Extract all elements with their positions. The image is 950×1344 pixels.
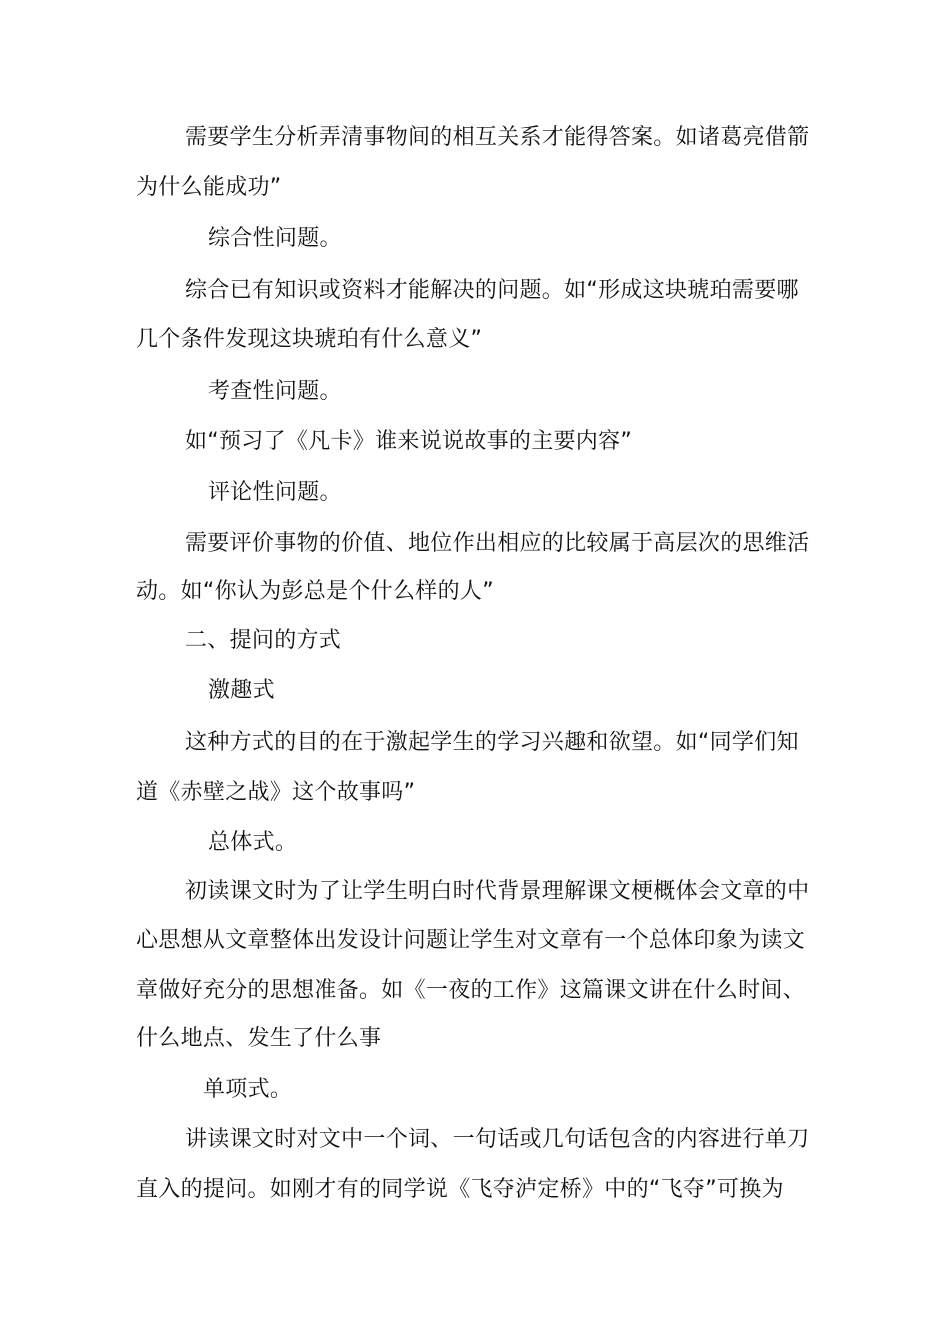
- section-heading: 综合性问题。: [208, 226, 342, 251]
- paragraph-line: 综合已有知识或资料才能解决的问题。如“形成这块琥珀需要哪: [185, 278, 799, 303]
- paragraph-line: 为什么能成功”: [136, 175, 282, 200]
- paragraph-line: 章做好充分的思想准备。如《一夜的工作》这篇课文讲在什么时间、: [136, 978, 806, 1003]
- paragraph-line: 心思想从文章整体出发设计问题让学生对文章有一个总体印象为读文: [136, 928, 806, 953]
- section-heading: 评论性问题。: [208, 480, 342, 505]
- paragraph-line: 道《赤壁之战》这个故事吗”: [136, 780, 416, 805]
- paragraph-line: 什么地点、发生了什么事: [136, 1026, 382, 1051]
- section-heading: 单项式。: [203, 1077, 293, 1102]
- section-heading: 考查性问题。: [208, 379, 342, 404]
- paragraph-line: 讲读课文时对文中一个词、一句话或几句话包含的内容进行单刀: [185, 1127, 810, 1152]
- section-heading: 激趣式: [208, 678, 275, 703]
- paragraph-line: 需要评价事物的价值、地位作出相应的比较属于高层次的思维活: [185, 531, 810, 556]
- paragraph-line: 需要学生分析弄清事物间的相互关系才能得答案。如诸葛亮借箭: [185, 125, 810, 150]
- paragraph-line: 这种方式的目的在于激起学生的学习兴趣和欲望。如“同学们知: [185, 730, 799, 755]
- paragraph-line: 动。如“你认为彭总是个什么样的人”: [136, 579, 494, 604]
- paragraph-line: 直入的提问。如刚才有的同学说《飞夺泸定桥》中的“飞夺”可换为: [136, 1177, 784, 1202]
- paragraph-line: 几个条件发现这块琥珀有什么意义”: [136, 327, 483, 352]
- section-heading: 总体式。: [208, 830, 298, 855]
- paragraph-line: 如“预习了《凡卡》谁来说说故事的主要内容”: [185, 429, 633, 454]
- paragraph-line: 初读课文时为了让学生明白时代背景理解课文梗概体会文章的中: [185, 879, 810, 904]
- chapter-heading: 二、提问的方式: [185, 628, 342, 653]
